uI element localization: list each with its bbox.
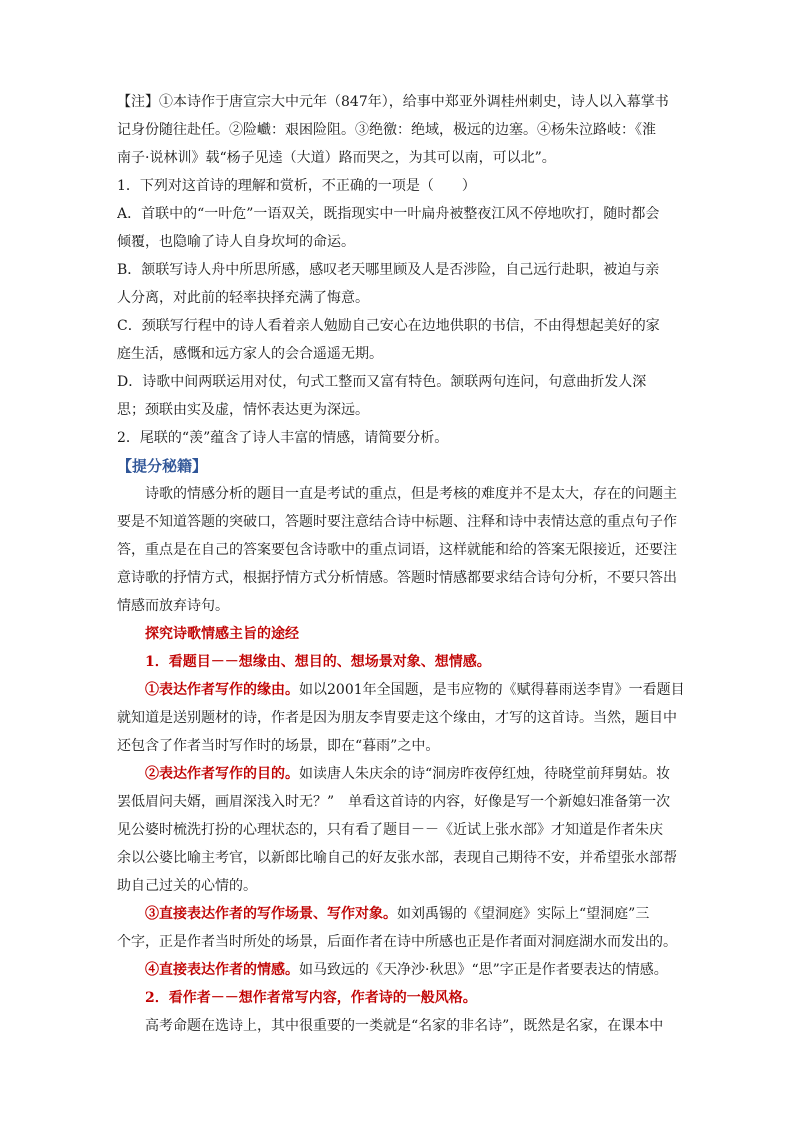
option-a-line: A．首联中的“一叶危”一语双关，既指现实中一叶扁舟被整夜江风不停地吹打，随时都会 xyxy=(117,206,660,222)
option-b-line: B．颔联写诗人舟中所思所感，感叹老天哪里顾及人是否涉险，自己远行赴职，被迫与亲 xyxy=(117,262,660,278)
item-2-line: 见公婆时梳洗打扮的心理状态的，只有看了题目－－《近试上张水部》才知道是作者朱庆 xyxy=(117,822,663,838)
tips-paragraph xyxy=(117,480,685,620)
tips-heading: 【提分秘籍】 xyxy=(117,457,208,475)
note-line: 【注】①本诗作于唐宣宗大中元年（847年），给事中郑亚外调桂州刺史，诗人以入幕掌书 xyxy=(117,94,669,110)
item-2-label: ②表达作者写作的目的。 xyxy=(145,766,299,782)
item-1-line: 还包含了作者当时写作时的场景，即在“暮雨”之中。 xyxy=(117,738,440,754)
tips-line: 要是不知道答题的突破口，答题时要注意结合诗中标题、注释和诗中表情达意的重点句子作 xyxy=(117,514,677,530)
item-4-text: 如马致远的《天净沙·秋思》“思”字正是作者要表达的情感。 xyxy=(299,962,668,978)
question-1-stem: 1．下列对这首诗的理解和赏析，不正确的一项是（ ） xyxy=(117,178,476,194)
question-1 xyxy=(117,172,685,424)
question-2-stem: 2．尾联的“羡”蕴含了诗人丰富的情感，请简要分析。 xyxy=(117,430,449,446)
option-c-line: C．颈联写行程中的诗人看着亲人勉励自己安心在边地供职的书信，不由得想起美好的家 xyxy=(117,318,660,334)
step-2-title: 2．看作者－－想作者常写内容，作者诗的一般风格。 xyxy=(145,990,477,1006)
step-1-item-4 xyxy=(117,956,685,984)
item-3-text: 如刘禹锡的《望洞庭》实际上“望洞庭”三 xyxy=(397,906,650,922)
note-block xyxy=(117,88,685,172)
approach-heading: 探究诗歌情感主旨的途经 xyxy=(145,626,299,642)
item-2-line: 余以公婆比喻主考官，以新郎比喻自己的好友张水部，表现自己期待不安，并希望张水部帮 xyxy=(117,850,677,866)
tips-line: 情感而放弃诗句。 xyxy=(117,598,229,614)
option-a-line: 倾覆，也隐喻了诗人自身坎坷的命运。 xyxy=(117,234,355,250)
step-1-item-1 xyxy=(117,676,685,760)
tips-line: 诗歌的情感分析的题目一直是考试的重点，但是考核的难度并不是太大，存在的问题主 xyxy=(145,486,677,502)
option-b-line: 人分离，对此前的轻率抉择充满了悔意。 xyxy=(117,290,369,306)
tips-line: 意诗歌的抒情方式，根据抒情方式分析情感。答题时情感都要求结合诗句分析，不要只答出 xyxy=(117,570,677,586)
item-1-label: ①表达作者写作的缘由。 xyxy=(145,682,299,698)
item-3-line: 个字，正是作者当时所处的场景，后面作者在诗中所感也正是作者面对洞庭湖水而发出的。 xyxy=(117,934,677,950)
option-d-line: 思；颈联由实及虚，情怀表达更为深远。 xyxy=(117,402,369,418)
item-2-line: 罢低眉问夫婿，画眉深浅入时无？” 单看这首诗的内容，好像是写一个新媳妇准备第一次 xyxy=(117,794,671,810)
item-1-text: 如以2001年全国题，是韦应物的《赋得暮雨送李胄》一看题目 xyxy=(299,682,685,698)
item-2-line: 助自己过关的心情的。 xyxy=(117,878,257,894)
step-1-item-3 xyxy=(117,900,685,956)
step-2-line: 高考命题在选诗上，其中很重要的一类就是“名家的非名诗”，既然是名家，在课本中 xyxy=(145,1018,664,1034)
step-1-item-2 xyxy=(117,760,685,900)
item-2-text: 如读唐人朱庆余的诗“洞房昨夜停红烛，待晓堂前拜舅姑。妆 xyxy=(299,766,671,782)
item-3-label: ③直接表达作者的写作场景、写作对象。 xyxy=(145,906,397,922)
option-c-line: 庭生活，感慨和远方家人的会合遥遥无期。 xyxy=(117,346,383,362)
option-d-line: D．诗歌中间两联运用对仗，句式工整而又富有特色。颔联两句连问，句意曲折发人深 xyxy=(117,374,647,390)
tips-line: 答，重点是在自己的答案要包含诗歌中的重点词语，这样就能和给的答案无限接近，还要注 xyxy=(117,542,677,558)
note-line: 南子·说林训》载“杨子见逵（大道）路而哭之，为其可以南，可以北”。 xyxy=(117,150,556,166)
item-4-label: ④直接表达作者的情感。 xyxy=(145,962,299,978)
item-1-line: 就知道是送别题材的诗，作者是因为朋友李胄要走这个缘由，才写的这首诗。当然，题目中 xyxy=(117,710,677,726)
step-1-title: 1．看题目－－想缘由、想目的、想场景对象、想情感。 xyxy=(145,654,491,670)
document-page xyxy=(117,88,685,1040)
note-line: 记身份随往赴任。②险巇：艰困险阻。③绝徼：绝域，极远的边塞。④杨朱泣路岐：《淮 xyxy=(117,122,656,138)
